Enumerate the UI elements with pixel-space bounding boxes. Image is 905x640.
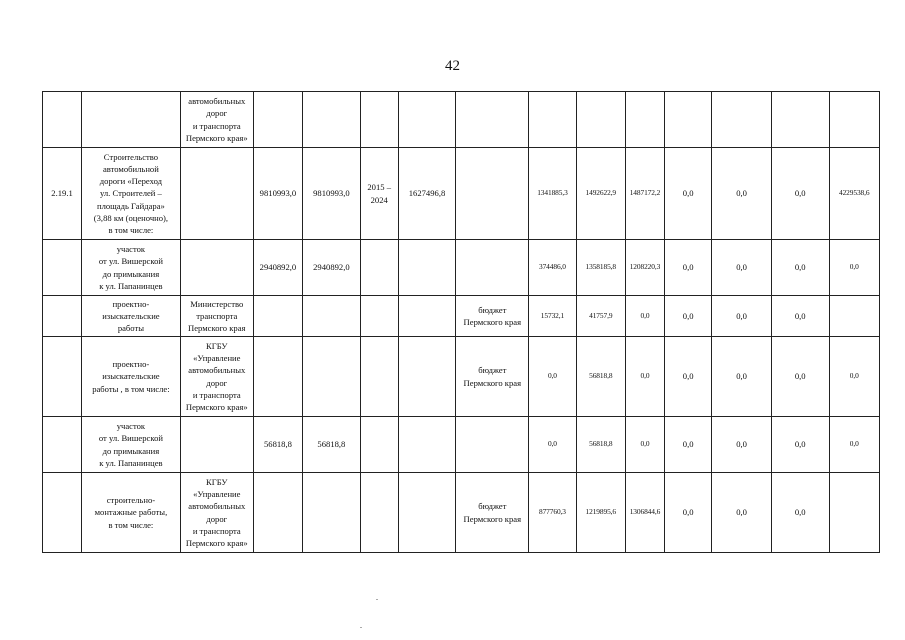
- table-cell: 2940892,0: [303, 240, 361, 296]
- table-cell: [360, 296, 398, 337]
- page-number: 42: [445, 58, 460, 74]
- table-cell: 1358185,8: [576, 240, 625, 296]
- table-row: [43, 296, 880, 337]
- table-cell: [360, 337, 398, 417]
- table-cell: 56818,8: [303, 417, 361, 473]
- table-cell: [180, 417, 253, 473]
- table-cell: [180, 148, 253, 240]
- table-cell: 2.19.1: [43, 148, 82, 240]
- table-cell: [456, 148, 529, 240]
- table-cell: [398, 296, 456, 337]
- table-cell: [456, 240, 529, 296]
- table-cell: автомобильных дорог и транспорта Пермского края»: [180, 92, 253, 148]
- table-cell: [398, 473, 456, 553]
- table-cell: 0,0: [771, 473, 829, 553]
- table-row: [43, 92, 880, 148]
- table-cell: 0,0: [665, 296, 712, 337]
- table-cell: 0,0: [829, 240, 880, 296]
- table-cell: 0,0: [625, 337, 664, 417]
- table-cell: 0,0: [771, 240, 829, 296]
- table-cell: Строительство автомобильной дороги «Переход ул. Строителей – площадь Гайдара» (3,88 км (оценочно), в том числе:: [82, 148, 181, 240]
- table-cell: [253, 473, 302, 553]
- table-cell: [43, 296, 82, 337]
- table-cell: 877760,3: [529, 473, 576, 553]
- table-cell: проектно- изыскательские работы: [82, 296, 181, 337]
- table-cell: 0,0: [712, 417, 772, 473]
- table-cell: 0,0: [712, 240, 772, 296]
- table-cell: [43, 240, 82, 296]
- table-cell: 0,0: [829, 417, 880, 473]
- table-cell: [82, 92, 181, 148]
- table-cell: [43, 337, 82, 417]
- table-cell: 0,0: [771, 337, 829, 417]
- table-cell: 1627496,8: [398, 148, 456, 240]
- table-cell: [360, 240, 398, 296]
- table-cell: 0,0: [665, 148, 712, 240]
- table-cell: [456, 417, 529, 473]
- table-cell: участок от ул. Вишерской до примыкания к ул. Папанинцев: [82, 240, 181, 296]
- table-cell: [253, 92, 302, 148]
- table-cell: 0,0: [529, 417, 576, 473]
- table-cell: [253, 337, 302, 417]
- table-cell: [43, 417, 82, 473]
- table-cell: 1208220,3: [625, 240, 664, 296]
- table-cell: 56818,8: [576, 417, 625, 473]
- table-cell: 4229538,6: [829, 148, 880, 240]
- table-cell: 0,0: [665, 337, 712, 417]
- table-cell: 0,0: [771, 417, 829, 473]
- table-row: [43, 240, 880, 296]
- table-cell: 0,0: [712, 473, 772, 553]
- table-cell: 0,0: [625, 417, 664, 473]
- table-cell: [398, 337, 456, 417]
- table-cell: [360, 92, 398, 148]
- table-cell: [360, 473, 398, 553]
- table-cell: 374486,0: [529, 240, 576, 296]
- table-row: [43, 417, 880, 473]
- table-cell: 0,0: [625, 296, 664, 337]
- table-cell: КГБУ «Управление автомобильных дорог и транспорта Пермского края»: [180, 473, 253, 553]
- table-cell: [180, 240, 253, 296]
- table-cell: [576, 92, 625, 148]
- table-cell: 41757,9: [576, 296, 625, 337]
- table-cell: 1487172,2: [625, 148, 664, 240]
- table-cell: [456, 92, 529, 148]
- table-cell: проектно- изыскательские работы , в том числе:: [82, 337, 181, 417]
- table-cell: [829, 92, 880, 148]
- table-row: [43, 473, 880, 553]
- table-cell: [829, 296, 880, 337]
- table-cell: [398, 240, 456, 296]
- table-cell: [43, 473, 82, 553]
- table-cell: [398, 92, 456, 148]
- table-cell: [43, 92, 82, 148]
- data-table: [42, 91, 880, 553]
- table-row: [43, 148, 880, 240]
- table-cell: [398, 417, 456, 473]
- table-cell: [303, 92, 361, 148]
- table-cell: 15732,1: [529, 296, 576, 337]
- table-cell: 1219895,6: [576, 473, 625, 553]
- table-cell: бюджет Пермского края: [456, 473, 529, 553]
- table-cell: 0,0: [712, 337, 772, 417]
- table-cell: [829, 473, 880, 553]
- table-cell: 0,0: [712, 148, 772, 240]
- table-cell: строительно- монтажные работы, в том числе:: [82, 473, 181, 553]
- table-cell: 1306844,6: [625, 473, 664, 553]
- table-cell: 0,0: [771, 148, 829, 240]
- table-cell: 2940892,0: [253, 240, 302, 296]
- table-cell: 1341885,3: [529, 148, 576, 240]
- table-cell: бюджет Пермского края: [456, 296, 529, 337]
- table-cell: Министерство транспорта Пермского края: [180, 296, 253, 337]
- table-cell: [360, 417, 398, 473]
- table-cell: 0,0: [529, 337, 576, 417]
- table-cell: КГБУ «Управление автомобильных дорог и транспорта Пермского края»: [180, 337, 253, 417]
- table-cell: [529, 92, 576, 148]
- table-cell: [625, 92, 664, 148]
- table-cell: [303, 473, 361, 553]
- table-cell: участок от ул. Вишерской до примыкания к ул. Папанинцев: [82, 417, 181, 473]
- table-cell: [303, 337, 361, 417]
- table-cell: [771, 92, 829, 148]
- table-cell: 0,0: [712, 296, 772, 337]
- table-cell: 0,0: [665, 240, 712, 296]
- table-cell: [303, 296, 361, 337]
- table-row: [43, 337, 880, 417]
- table-cell: [712, 92, 772, 148]
- table-cell: [665, 92, 712, 148]
- table-cell: 0,0: [665, 473, 712, 553]
- table-cell: 2015 – 2024: [360, 148, 398, 240]
- table-cell: 0,0: [829, 337, 880, 417]
- table-cell: 0,0: [665, 417, 712, 473]
- table-cell: 56818,8: [253, 417, 302, 473]
- table-cell: 0,0: [771, 296, 829, 337]
- table-cell: 9810993,0: [253, 148, 302, 240]
- table-cell: 9810993,0: [303, 148, 361, 240]
- table-cell: [253, 296, 302, 337]
- table-cell: 1492622,9: [576, 148, 625, 240]
- table-cell: 56818,8: [576, 337, 625, 417]
- table-cell: бюджет Пермского края: [456, 337, 529, 417]
